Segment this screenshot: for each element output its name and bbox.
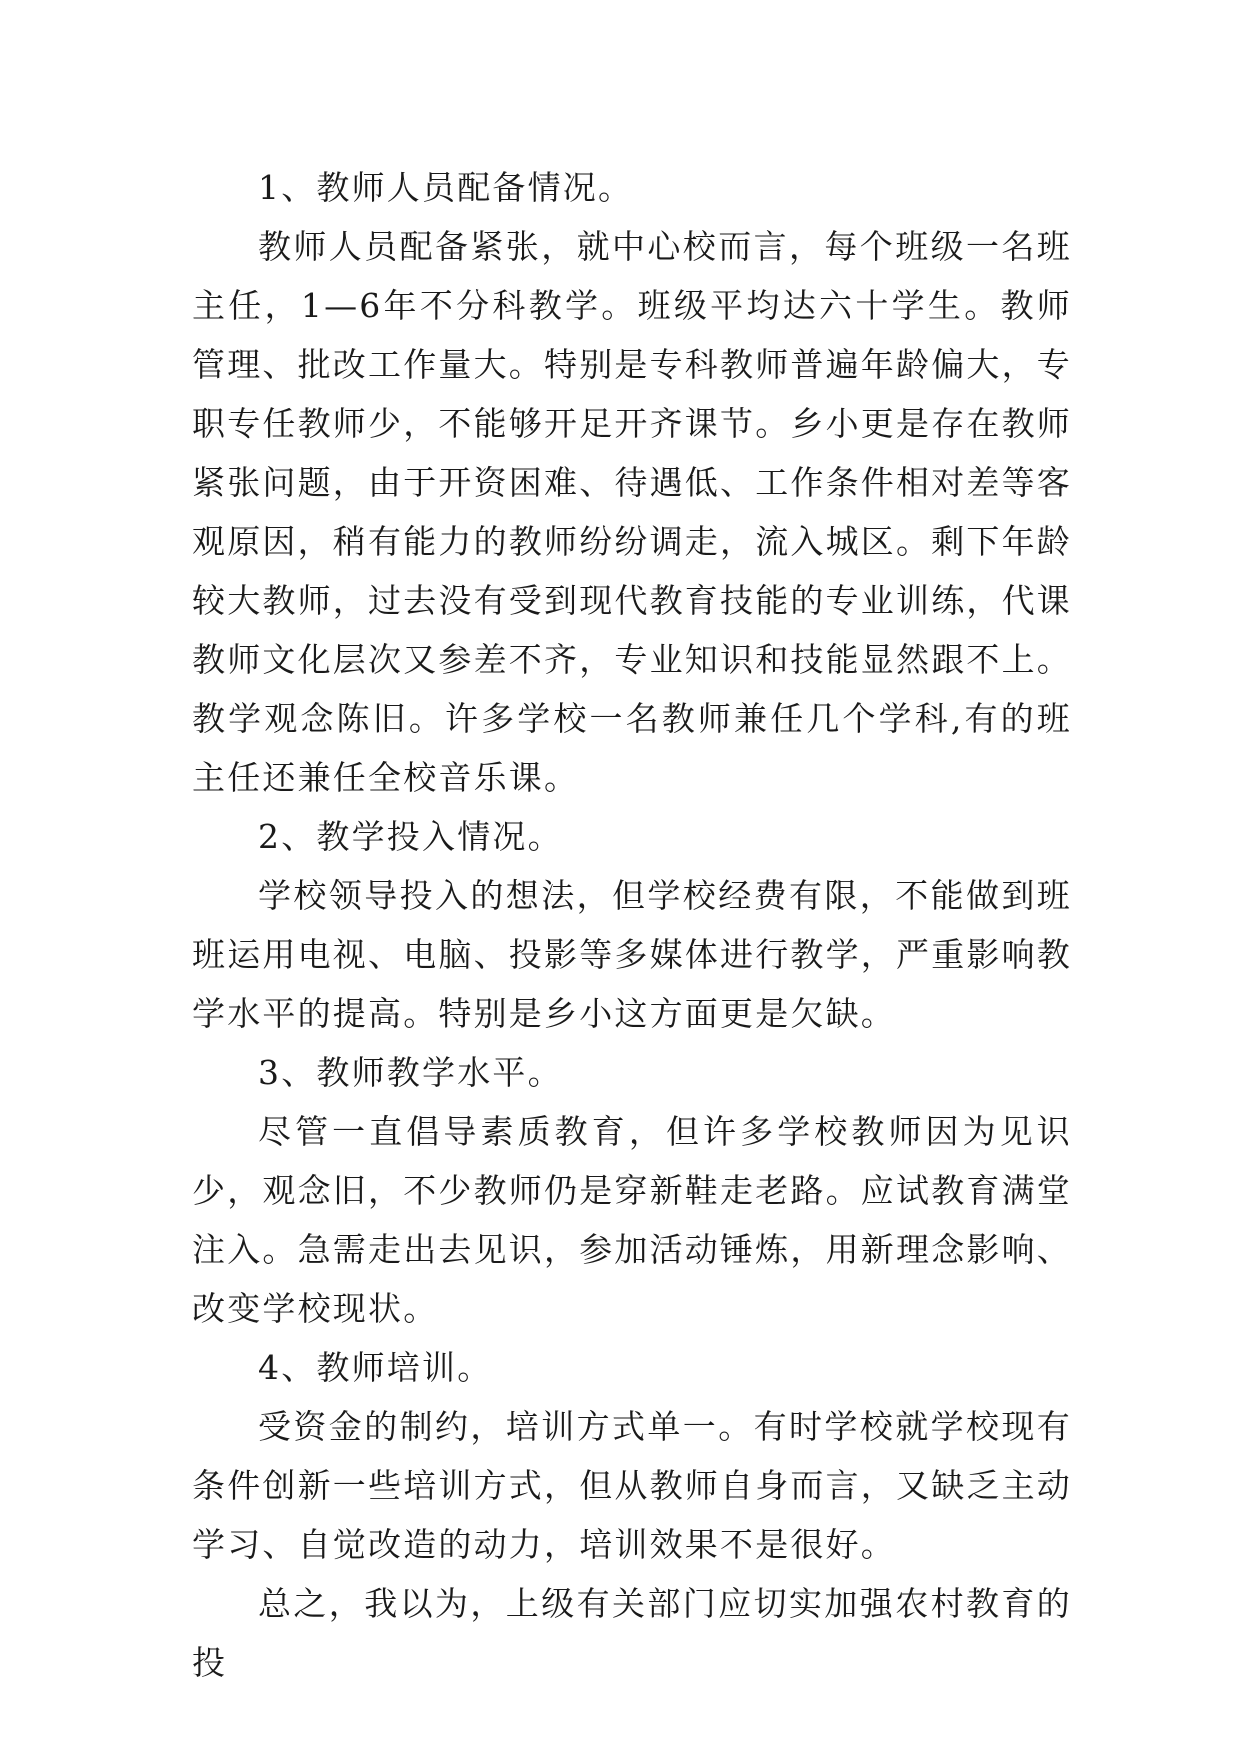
paragraph-teaching-investment: 学校领导投入的想法，但学校经费有限，不能做到班班运用电视、电脑、投影等多媒体进行教学，严重影响教学水平的提高。特别是乡小这方面更是欠缺。: [192, 876, 1072, 1033]
heading-teacher-training: 4、教师培训。: [258, 1348, 493, 1387]
paragraph-conclusion: 总之，我以为，上级有关部门应切实加强农村教育的投: [192, 1584, 1072, 1682]
heading-teacher-staffing: 1、教师人员配备情况。: [258, 168, 634, 207]
heading-teaching-investment: 2、教学投入情况。: [258, 817, 563, 856]
paragraph-teacher-staffing: 教师人员配备紧张，就中心校而言，每个班级一名班主任，1—6年不分科教学。班级平均达六十学生。教师管理、批改工作量大。特别是专科教师普遍年龄偏大，专职专任教师少，不能够开足开齐课节。乡小更是存在教师紧张问题，由于开资困难、待遇低、工作条件相对差等客观原因，稍有能力的教师纷纷调走，流入城区。剩下年龄较大教师，过去没有受到现代教育技能的专业训练，代课教师文化层次又参差不齐，专业知识和技能显然跟不上。教学观念陈旧。许多学校一名教师兼任几个学科,有的班主任还兼任全校音乐课。: [192, 227, 1072, 797]
paragraph-teaching-level: 尽管一直倡导素质教育，但许多学校教师因为见识少，观念旧，不少教师仍是穿新鞋走老路。应试教育满堂注入。急需走出去见识，参加活动锤炼，用新理念影响、改变学校现状。: [192, 1112, 1072, 1328]
document-body: [192, 158, 1072, 1692]
heading-teaching-level: 3、教师教学水平。: [258, 1053, 563, 1092]
paragraph-teacher-training: 受资金的制约，培训方式单一。有时学校就学校现有条件创新一些培训方式，但从教师自身而言，又缺乏主动学习、自觉改造的动力，培训效果不是很好。: [192, 1407, 1072, 1564]
